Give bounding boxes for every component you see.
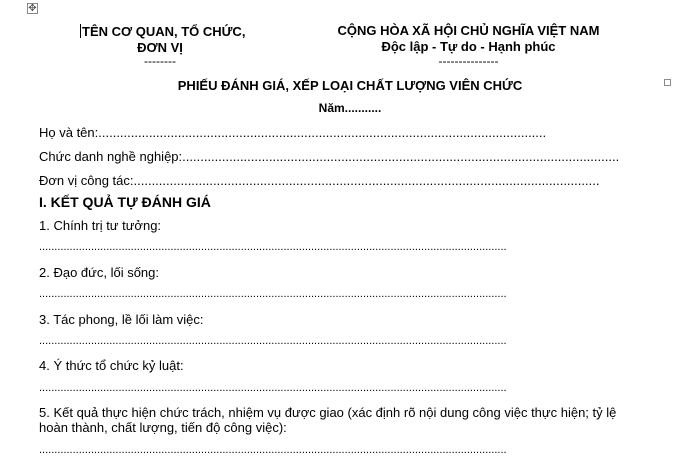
item-ethics-dots[interactable]: ......................................................................................................................................................... [39, 288, 507, 300]
field-dots: ............................................................................................................................ [98, 125, 547, 140]
national-motto: Độc lập - Tự do - Hạnh phúc [381, 39, 556, 54]
item-political-label: 1. Chính trị tư tưởng: [39, 218, 162, 233]
field-label: Họ và tên: [39, 125, 99, 140]
item-results-dots[interactable]: ......................................................................................................................................................... [39, 444, 507, 456]
item-discipline-label: 4. Ý thức tổ chức kỷ luật: [39, 358, 184, 373]
field-work-unit[interactable] [39, 173, 599, 188]
section-heading: I. KẾT QUẢ TỰ ĐÁNH GIÁ [39, 194, 211, 210]
field-professional-title[interactable] [39, 149, 619, 164]
org-name-line2: ĐƠN VỊ [137, 40, 183, 55]
text-cursor [80, 24, 81, 38]
item-political-dots[interactable]: ......................................................................................................................................................... [39, 241, 507, 253]
field-dots: ......................................................................................................................... [182, 149, 620, 164]
item-discipline-dots[interactable]: ......................................................................................................................................................... [39, 382, 507, 394]
document-title: PHIẾU ĐÁNH GIÁ, XẾP LOẠI CHẤT LƯỢNG VIÊN CHỨC [177, 78, 523, 93]
left-separator: -------- [144, 54, 176, 68]
table-resize-handle-icon[interactable] [664, 79, 671, 86]
field-label: Đơn vị công tác: [39, 173, 134, 188]
item-results-label-line1: 5. Kết quả thực hiện chức trách, nhiệm vụ được giao (xác định rõ nội dung công việc thực hiện; tỷ lệ [39, 405, 617, 420]
field-label: Chức danh nghề nghiệp: [39, 149, 183, 164]
item-work-style-label: 3. Tác phong, lề lối làm việc: [39, 312, 204, 327]
org-name-line1: TÊN CƠ QUAN, TỔ CHỨC, [82, 24, 246, 39]
item-results-label-line2: hoàn thành, chất lượng, tiến độ công việc): [39, 420, 287, 435]
national-title: CỘNG HÒA XÃ HỘI CHỦ NGHĨA VIỆT NAM [337, 23, 600, 38]
field-dots: ................................................................................................................................. [133, 173, 600, 188]
year-line: Năm........... [318, 101, 382, 115]
item-ethics-label: 2. Đạo đức, lối sống: [39, 265, 159, 280]
table-move-handle-icon[interactable]: ✥ [28, 3, 37, 14]
right-separator: --------------- [438, 54, 499, 68]
item-work-style-dots[interactable]: ......................................................................................................................................................... [39, 335, 507, 347]
field-full-name[interactable] [39, 125, 546, 140]
